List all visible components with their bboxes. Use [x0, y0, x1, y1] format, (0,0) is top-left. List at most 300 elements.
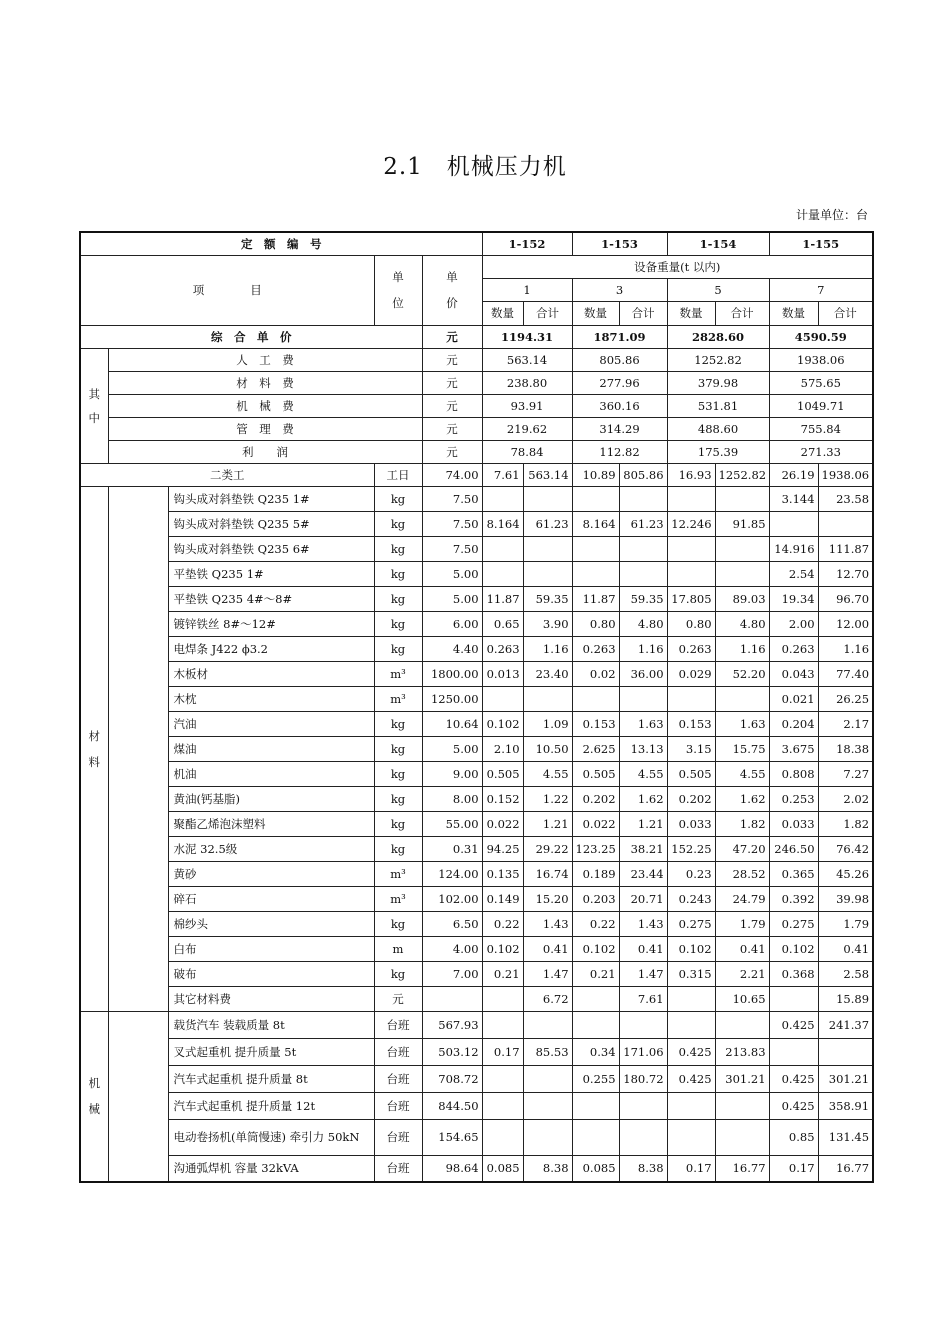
- labor-cell: 7.61: [482, 463, 523, 486]
- blank-subgroup: [108, 1011, 168, 1182]
- materials-item-cell: 61.23: [619, 511, 667, 536]
- materials-item-cell: [667, 561, 715, 586]
- materials-item-cell: 1.63: [619, 711, 667, 736]
- machinery-item-cell: [523, 1011, 572, 1038]
- materials-item-unit: kg: [374, 811, 422, 836]
- materials-item-cell: 0.392: [769, 886, 818, 911]
- quota-code: 1-154: [667, 232, 769, 255]
- materials-item-cell: 0.152: [482, 786, 523, 811]
- materials-item-cell: 39.98: [818, 886, 873, 911]
- table-row: [80, 348, 873, 371]
- materials-item-cell: 2.00: [769, 611, 818, 636]
- materials-item-cell: [523, 486, 572, 511]
- machinery-item-cell: [572, 1119, 619, 1155]
- table-row: [80, 486, 873, 511]
- materials-item-cell: 45.26: [818, 861, 873, 886]
- machinery-item-cell: [572, 1092, 619, 1119]
- materials-item-cell: 2.17: [818, 711, 873, 736]
- materials-item-cell: 6.72: [523, 986, 572, 1011]
- materials-item-cell: 1.16: [818, 636, 873, 661]
- labor-cell: 16.93: [667, 463, 715, 486]
- machinery-item-cell: 0.085: [572, 1155, 619, 1182]
- materials-item-price: 1250.00: [422, 686, 482, 711]
- materials-item-cell: 2.10: [482, 736, 523, 761]
- weight-value: 5: [667, 278, 769, 301]
- total-price-value: 4590.59: [769, 325, 873, 348]
- materials-item-cell: 0.02: [572, 661, 619, 686]
- materials-item-cell: 0.275: [667, 911, 715, 936]
- materials-item-cell: 1.09: [523, 711, 572, 736]
- unit-header: 单 位: [374, 255, 422, 325]
- materials-item-cell: 2.54: [769, 561, 818, 586]
- machinery-item-cell: [667, 1092, 715, 1119]
- materials-item-name: 黄砂: [168, 861, 374, 886]
- materials-item-cell: [769, 986, 818, 1011]
- quota-code: 1-153: [572, 232, 667, 255]
- table-row: [80, 1038, 873, 1065]
- breakdown-item-unit: 元: [422, 440, 482, 463]
- materials-item-cell: 89.03: [715, 586, 769, 611]
- table-row: [80, 255, 873, 278]
- materials-item-cell: 61.23: [523, 511, 572, 536]
- materials-item-unit: kg: [374, 736, 422, 761]
- materials-item-cell: 47.20: [715, 836, 769, 861]
- materials-item-unit: kg: [374, 911, 422, 936]
- breakdown-item-value: 360.16: [572, 394, 667, 417]
- sum-header: 合计: [715, 301, 769, 325]
- materials-item-cell: 96.70: [818, 586, 873, 611]
- machinery-item-cell: 0.085: [482, 1155, 523, 1182]
- machinery-item-cell: [572, 1011, 619, 1038]
- weight-value: 1: [482, 278, 572, 301]
- machinery-item-cell: 0.17: [667, 1155, 715, 1182]
- materials-item-unit: kg: [374, 486, 422, 511]
- materials-item-cell: 0.22: [572, 911, 619, 936]
- materials-item-cell: [667, 536, 715, 561]
- materials-item-name: 水泥 32.5级: [168, 836, 374, 861]
- machinery-item-unit: 台班: [374, 1155, 422, 1182]
- materials-item-cell: 2.02: [818, 786, 873, 811]
- materials-item-cell: 59.35: [523, 586, 572, 611]
- machinery-item-cell: [482, 1011, 523, 1038]
- materials-item-cell: 0.263: [482, 636, 523, 661]
- machinery-item-cell: 0.17: [769, 1155, 818, 1182]
- materials-item-price: 5.00: [422, 586, 482, 611]
- materials-item-cell: 0.80: [667, 611, 715, 636]
- machinery-item-cell: 16.77: [715, 1155, 769, 1182]
- materials-item-cell: 8.164: [572, 511, 619, 536]
- materials-item-cell: 0.022: [482, 811, 523, 836]
- materials-item-cell: 8.164: [482, 511, 523, 536]
- materials-item-cell: 0.263: [667, 636, 715, 661]
- materials-item-cell: 1.79: [715, 911, 769, 936]
- materials-item-cell: [523, 686, 572, 711]
- machinery-item-cell: 16.77: [818, 1155, 873, 1182]
- materials-item-cell: 0.013: [482, 661, 523, 686]
- table-row: [80, 371, 873, 394]
- materials-item-cell: 76.42: [818, 836, 873, 861]
- machinery-item-cell: [769, 1038, 818, 1065]
- materials-item-cell: 3.15: [667, 736, 715, 761]
- materials-item-cell: 0.41: [523, 936, 572, 961]
- materials-item-cell: 1.21: [619, 811, 667, 836]
- materials-item-cell: 1.82: [818, 811, 873, 836]
- labor-cell: 1938.06: [818, 463, 873, 486]
- table-row: [80, 586, 873, 611]
- table-row: [80, 1065, 873, 1092]
- materials-item-unit: m³: [374, 861, 422, 886]
- total-price-value: 1194.31: [482, 325, 572, 348]
- machinery-item-cell: 0.425: [667, 1065, 715, 1092]
- materials-item-cell: 11.87: [572, 586, 619, 611]
- materials-item-cell: 0.365: [769, 861, 818, 886]
- materials-item-cell: 1.79: [818, 911, 873, 936]
- materials-item-name: 机油: [168, 761, 374, 786]
- machinery-item-cell: [523, 1092, 572, 1119]
- materials-item-name: 碎石: [168, 886, 374, 911]
- materials-item-cell: 1.16: [715, 636, 769, 661]
- machinery-item-cell: [482, 1119, 523, 1155]
- weight-value: 3: [572, 278, 667, 301]
- table-row: [80, 417, 873, 440]
- materials-item-price: 9.00: [422, 761, 482, 786]
- machinery-item-unit: 台班: [374, 1092, 422, 1119]
- quota-code: 1-152: [482, 232, 572, 255]
- materials-item-cell: 14.916: [769, 536, 818, 561]
- materials-item-cell: 2.625: [572, 736, 619, 761]
- materials-item-cell: 0.368: [769, 961, 818, 986]
- materials-item-cell: [818, 511, 873, 536]
- materials-item-cell: [482, 486, 523, 511]
- materials-item-cell: 2.58: [818, 961, 873, 986]
- machinery-item-cell: 0.425: [667, 1038, 715, 1065]
- table-row: [80, 1155, 873, 1182]
- quota-table: [79, 231, 874, 1183]
- materials-item-name: 钩头成对斜垫铁 Q235 5#: [168, 511, 374, 536]
- table-row: [80, 561, 873, 586]
- machinery-item-cell: [619, 1011, 667, 1038]
- materials-item-cell: 23.40: [523, 661, 572, 686]
- materials-item-cell: 0.23: [667, 861, 715, 886]
- materials-item-cell: 1.62: [715, 786, 769, 811]
- machinery-item-price: 844.50: [422, 1092, 482, 1119]
- breakdown-item-value: 93.91: [482, 394, 572, 417]
- labor-cell: 805.86: [619, 463, 667, 486]
- materials-item-price: 8.00: [422, 786, 482, 811]
- materials-item-price: 102.00: [422, 886, 482, 911]
- materials-item-cell: 7.61: [619, 986, 667, 1011]
- materials-item-cell: 1.47: [523, 961, 572, 986]
- machinery-item-unit: 台班: [374, 1011, 422, 1038]
- materials-item-price: 6.50: [422, 911, 482, 936]
- materials-item-unit: kg: [374, 511, 422, 536]
- materials-item-price: 0.31: [422, 836, 482, 861]
- breakdown-item-value: 1049.71: [769, 394, 873, 417]
- machinery-item-cell: [715, 1011, 769, 1038]
- materials-item-name: 钩头成对斜垫铁 Q235 6#: [168, 536, 374, 561]
- machinery-item-name: 沟通弧焊机 容量 32kVA: [168, 1155, 374, 1182]
- materials-item-unit: m³: [374, 661, 422, 686]
- total-price-unit: 元: [422, 325, 482, 348]
- materials-item-cell: 0.505: [667, 761, 715, 786]
- breakdown-item-value: 277.96: [572, 371, 667, 394]
- materials-item-cell: 94.25: [482, 836, 523, 861]
- materials-item-cell: [572, 486, 619, 511]
- machinery-item-cell: 85.53: [523, 1038, 572, 1065]
- machinery-item-cell: 8.38: [619, 1155, 667, 1182]
- materials-item-cell: 10.65: [715, 986, 769, 1011]
- table-row: [80, 394, 873, 417]
- materials-item-cell: 0.135: [482, 861, 523, 886]
- materials-item-cell: 1.47: [619, 961, 667, 986]
- materials-item-name: 镀锌铁丝 8#～12#: [168, 611, 374, 636]
- materials-item-unit: kg: [374, 611, 422, 636]
- materials-item-cell: 0.202: [572, 786, 619, 811]
- materials-item-cell: 26.25: [818, 686, 873, 711]
- machinery-item-price: 503.12: [422, 1038, 482, 1065]
- materials-item-cell: [667, 986, 715, 1011]
- materials-item-name: 平垫铁 Q235 4#～8#: [168, 586, 374, 611]
- materials-item-cell: 1.21: [523, 811, 572, 836]
- machinery-item-cell: 0.255: [572, 1065, 619, 1092]
- machinery-item-cell: 358.91: [818, 1092, 873, 1119]
- table-row: [80, 811, 873, 836]
- materials-item-cell: 15.75: [715, 736, 769, 761]
- table-row: [80, 686, 873, 711]
- table-row: [80, 936, 873, 961]
- table-row: [80, 325, 873, 348]
- materials-item-cell: 0.263: [769, 636, 818, 661]
- machinery-item-unit: 台班: [374, 1119, 422, 1155]
- materials-item-cell: 0.808: [769, 761, 818, 786]
- breakdown-item-value: 755.84: [769, 417, 873, 440]
- materials-item-cell: 0.204: [769, 711, 818, 736]
- materials-item-cell: 0.102: [572, 936, 619, 961]
- total-price-value: 1871.09: [572, 325, 667, 348]
- materials-item-cell: [715, 536, 769, 561]
- machinery-item-unit: 台班: [374, 1065, 422, 1092]
- labor-cell: 10.89: [572, 463, 619, 486]
- materials-item-cell: 0.102: [482, 711, 523, 736]
- materials-item-cell: [572, 536, 619, 561]
- sum-header: 合计: [619, 301, 667, 325]
- materials-item-price: 7.00: [422, 961, 482, 986]
- table-row: [80, 1119, 873, 1155]
- materials-item-cell: 0.149: [482, 886, 523, 911]
- breakdown-item-name: 机 械 费: [108, 394, 422, 417]
- table-row: [80, 1011, 873, 1038]
- weight-value: 7: [769, 278, 873, 301]
- materials-item-cell: 1.43: [523, 911, 572, 936]
- materials-item-cell: 0.22: [482, 911, 523, 936]
- materials-item-price: 1800.00: [422, 661, 482, 686]
- materials-item-cell: 0.021: [769, 686, 818, 711]
- code-label: 定 额 编 号: [80, 232, 482, 255]
- materials-item-unit: kg: [374, 836, 422, 861]
- table-row: [80, 463, 873, 486]
- breakdown-item-value: 488.60: [667, 417, 769, 440]
- materials-item-cell: 12.70: [818, 561, 873, 586]
- qty-header: 数量: [769, 301, 818, 325]
- materials-item-price: 55.00: [422, 811, 482, 836]
- breakdown-item-unit: 元: [422, 348, 482, 371]
- price-header: 单 价: [422, 255, 482, 325]
- breakdown-item-value: 575.65: [769, 371, 873, 394]
- machinery-item-cell: [619, 1092, 667, 1119]
- machinery-item-cell: 131.45: [818, 1119, 873, 1155]
- materials-item-name: 白布: [168, 936, 374, 961]
- machinery-item-name: 电动卷扬机(单筒慢速) 牵引力 50kN: [168, 1119, 374, 1155]
- materials-item-cell: [482, 986, 523, 1011]
- materials-item-cell: 4.55: [715, 761, 769, 786]
- breakdown-item-unit: 元: [422, 417, 482, 440]
- materials-item-price: 5.00: [422, 736, 482, 761]
- materials-item-cell: [482, 686, 523, 711]
- materials-item-cell: 10.50: [523, 736, 572, 761]
- materials-item-cell: 1.62: [619, 786, 667, 811]
- materials-item-cell: 0.189: [572, 861, 619, 886]
- materials-item-name: 汽油: [168, 711, 374, 736]
- materials-item-cell: 0.203: [572, 886, 619, 911]
- machinery-item-cell: [715, 1092, 769, 1119]
- materials-item-cell: 23.58: [818, 486, 873, 511]
- materials-item-cell: 0.022: [572, 811, 619, 836]
- qty-header: 数量: [572, 301, 619, 325]
- materials-item-cell: [523, 561, 572, 586]
- materials-item-name: 黄油(钙基脂): [168, 786, 374, 811]
- materials-item-cell: 0.80: [572, 611, 619, 636]
- materials-item-cell: 3.675: [769, 736, 818, 761]
- table-row: [80, 986, 873, 1011]
- breakdown-item-value: 219.62: [482, 417, 572, 440]
- breakdown-item-value: 175.39: [667, 440, 769, 463]
- labor-cell: 563.14: [523, 463, 572, 486]
- materials-item-cell: 23.44: [619, 861, 667, 886]
- machinery-item-name: 汽车式起重机 提升质量 12t: [168, 1092, 374, 1119]
- materials-item-cell: 3.144: [769, 486, 818, 511]
- table-row: [80, 736, 873, 761]
- page-title: 2.1 机械压力机: [383, 154, 567, 180]
- sum-header: 合计: [523, 301, 572, 325]
- materials-item-name: 平垫铁 Q235 1#: [168, 561, 374, 586]
- machinery-item-cell: [482, 1065, 523, 1092]
- materials-item-cell: 1.63: [715, 711, 769, 736]
- materials-group-label: 材 料: [80, 486, 108, 1011]
- materials-item-cell: 36.00: [619, 661, 667, 686]
- machinery-item-cell: 0.425: [769, 1065, 818, 1092]
- materials-item-name: 木枕: [168, 686, 374, 711]
- table-row: [80, 961, 873, 986]
- materials-item-cell: 17.805: [667, 586, 715, 611]
- materials-item-cell: 11.87: [482, 586, 523, 611]
- breakdown-item-value: 563.14: [482, 348, 572, 371]
- machinery-item-cell: 0.17: [482, 1038, 523, 1065]
- machinery-item-cell: 8.38: [523, 1155, 572, 1182]
- materials-item-cell: 12.00: [818, 611, 873, 636]
- materials-item-cell: [619, 486, 667, 511]
- machinery-item-cell: 213.83: [715, 1038, 769, 1065]
- materials-item-price: 7.50: [422, 511, 482, 536]
- materials-item-cell: [769, 511, 818, 536]
- materials-item-name: 木板材: [168, 661, 374, 686]
- materials-item-unit: kg: [374, 636, 422, 661]
- materials-item-cell: 0.253: [769, 786, 818, 811]
- machinery-item-cell: [715, 1119, 769, 1155]
- breakdown-group-label: 其 中: [80, 348, 108, 463]
- materials-item-unit: kg: [374, 561, 422, 586]
- materials-item-cell: [619, 561, 667, 586]
- materials-item-cell: 77.40: [818, 661, 873, 686]
- machinery-item-cell: [667, 1011, 715, 1038]
- breakdown-item-value: 1938.06: [769, 348, 873, 371]
- materials-item-cell: 1.82: [715, 811, 769, 836]
- machinery-item-name: 叉式起重机 提升质量 5t: [168, 1038, 374, 1065]
- machinery-item-cell: [818, 1038, 873, 1065]
- materials-item-cell: [715, 561, 769, 586]
- table-row: [80, 536, 873, 561]
- table-row: [80, 761, 873, 786]
- materials-item-cell: 29.22: [523, 836, 572, 861]
- machinery-item-unit: 台班: [374, 1038, 422, 1065]
- materials-item-cell: 0.033: [667, 811, 715, 836]
- machinery-item-name: 汽车式起重机 提升质量 8t: [168, 1065, 374, 1092]
- machinery-item-price: 708.72: [422, 1065, 482, 1092]
- materials-item-cell: [619, 536, 667, 561]
- materials-item-name: 煤油: [168, 736, 374, 761]
- materials-item-cell: [667, 686, 715, 711]
- materials-item-cell: [715, 486, 769, 511]
- materials-item-cell: 0.102: [482, 936, 523, 961]
- materials-item-cell: 0.41: [715, 936, 769, 961]
- materials-item-cell: 19.34: [769, 586, 818, 611]
- table-row: [80, 1092, 873, 1119]
- table-row: [80, 861, 873, 886]
- materials-item-cell: 0.029: [667, 661, 715, 686]
- breakdown-item-value: 805.86: [572, 348, 667, 371]
- machinery-item-cell: 180.72: [619, 1065, 667, 1092]
- materials-item-cell: 0.505: [482, 761, 523, 786]
- table-row: [80, 636, 873, 661]
- materials-item-cell: 0.41: [818, 936, 873, 961]
- breakdown-item-value: 271.33: [769, 440, 873, 463]
- breakdown-item-unit: 元: [422, 371, 482, 394]
- materials-item-cell: 1.22: [523, 786, 572, 811]
- materials-item-name: 电焊条 J422 ϕ3.2: [168, 636, 374, 661]
- blank-subgroup: [108, 486, 168, 1011]
- materials-item-cell: 152.25: [667, 836, 715, 861]
- table-row: [80, 886, 873, 911]
- machinery-item-price: 567.93: [422, 1011, 482, 1038]
- qty-header: 数量: [667, 301, 715, 325]
- materials-item-cell: 13.13: [619, 736, 667, 761]
- table-row: [80, 786, 873, 811]
- materials-item-price: 5.00: [422, 561, 482, 586]
- machinery-item-cell: [482, 1092, 523, 1119]
- materials-item-cell: 38.21: [619, 836, 667, 861]
- table-row: [80, 836, 873, 861]
- machinery-item-cell: 0.425: [769, 1011, 818, 1038]
- materials-item-price: 7.50: [422, 536, 482, 561]
- table-row: [80, 440, 873, 463]
- machinery-item-price: 154.65: [422, 1119, 482, 1155]
- materials-item-cell: [619, 686, 667, 711]
- breakdown-item-name: 人 工 费: [108, 348, 422, 371]
- labor-cell: 26.19: [769, 463, 818, 486]
- materials-item-cell: 0.65: [482, 611, 523, 636]
- materials-item-cell: 0.202: [667, 786, 715, 811]
- materials-item-price: [422, 986, 482, 1011]
- breakdown-item-unit: 元: [422, 394, 482, 417]
